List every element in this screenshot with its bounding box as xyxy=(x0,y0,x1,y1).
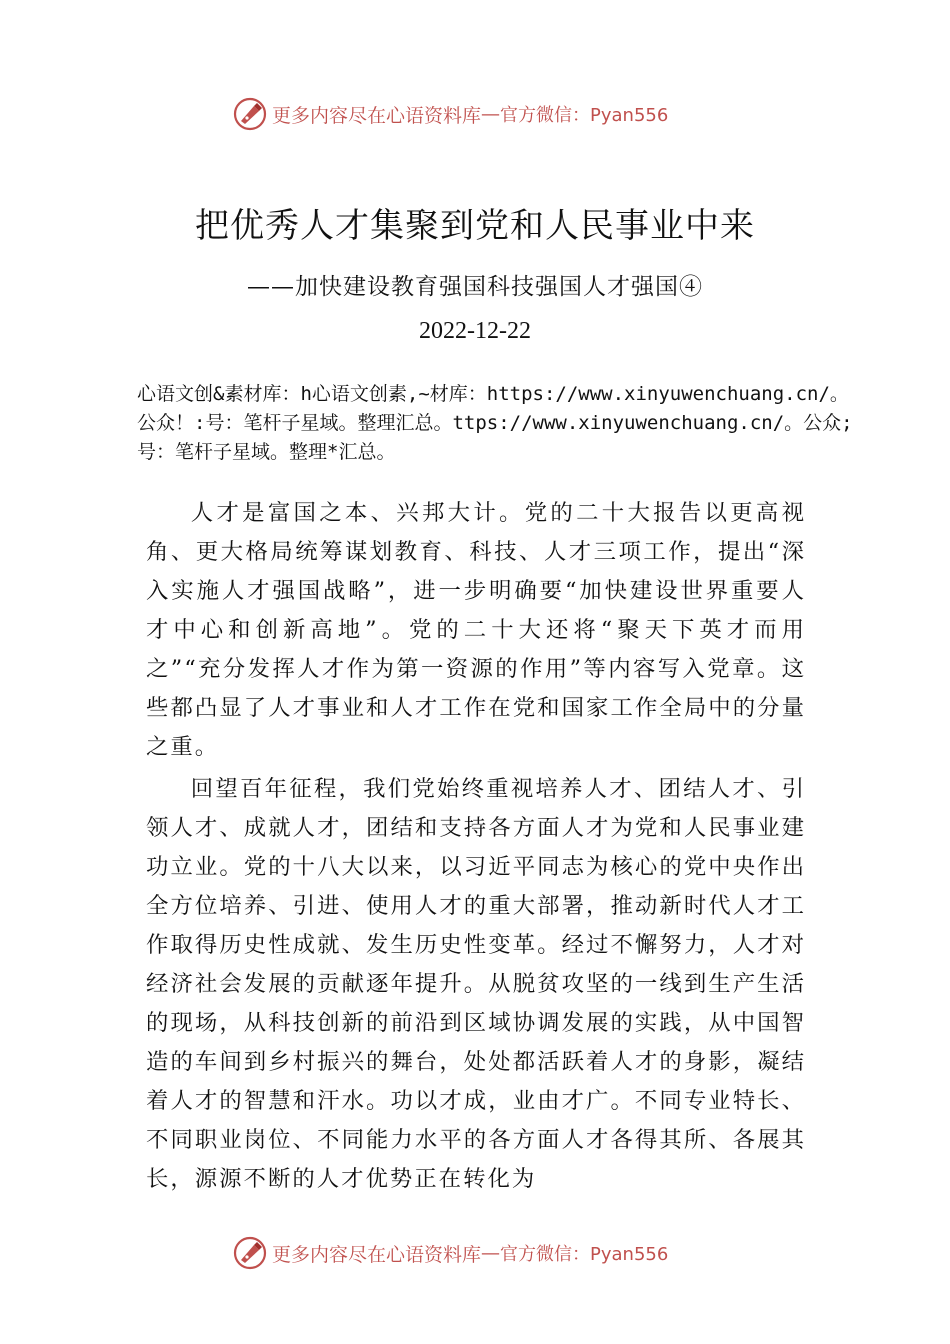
watermark-text: 更多内容尽在心语资料库 xyxy=(272,104,482,127)
watermark-text: 更多内容尽在心语资料库 xyxy=(272,1243,482,1266)
watermark-banner-bottom xyxy=(232,1233,732,1273)
article-date: 2022-12-22 xyxy=(419,318,531,344)
body-paragraph: 回望百年征程，我们党始终重视培养人才、团结人才、引领人才、成就人才，团结和支持各方面人才为党和人民事业建功立业。党的十八大以来，以习近平同志为核心的党中央作出全方位培养、引进、使用人才的重大部署，推动新时代人才工作取得历史性成就、发生历史性变革。经过不懈努力，人才对经济社会发展的贡献逐年提升。从脱贫攻坚的一线到生产生活的现场，从科技创新的前沿到区域协调发展的实践，从中国智造的车间到乡村振兴的舞台，处处都活跃着人才的身影，凝结着人才的智慧和汗水。功以才成，业由才广。不同专业特长、不同职业岗位、不同能力水平的各方面人才各得其所、各展其长，源源不断的人才优势正在转化为 xyxy=(146,776,806,1192)
watermark-wechat: 官方微信：Pyan556 xyxy=(500,105,669,126)
pen-nib-seal-icon xyxy=(232,1235,268,1271)
watermark-banner-top xyxy=(232,94,732,134)
watermark-wechat: 官方微信：Pyan556 xyxy=(500,1244,669,1265)
source-notice: 心语文创&素材库：h心语文创素,~材库：https://www.xinyuwenchuang.cn/。公众！:号：笔杆子星域。整理汇总。ttps://www.xinyuwenchuang.cn/。公众;号：笔杆子星域。整理*汇总。 xyxy=(137,383,853,463)
pen-nib-seal-icon xyxy=(232,96,268,132)
watermark-separator: — xyxy=(481,103,501,125)
article-title: 把优秀人才集聚到党和人民事业中来 xyxy=(195,206,755,246)
watermark-separator: — xyxy=(481,1242,501,1264)
article-subtitle: ——加快建设教育强国科技强国人才强国④ xyxy=(247,274,703,300)
body-paragraph: 人才是富国之本、兴邦大计。党的二十大报告以更高视角、更大格局统筹谋划教育、科技、人才三项工作，提出“深入实施人才强国战略”，进一步明确要“加快建设世界重要人才中心和创新高地”。党的二十大还将“聚天下英才而用之”“充分发挥人才作为第一资源的作用”等内容写入党章。这些都凸显了人才事业和人才工作在党和国家工作全局中的分量之重。 xyxy=(146,500,806,760)
